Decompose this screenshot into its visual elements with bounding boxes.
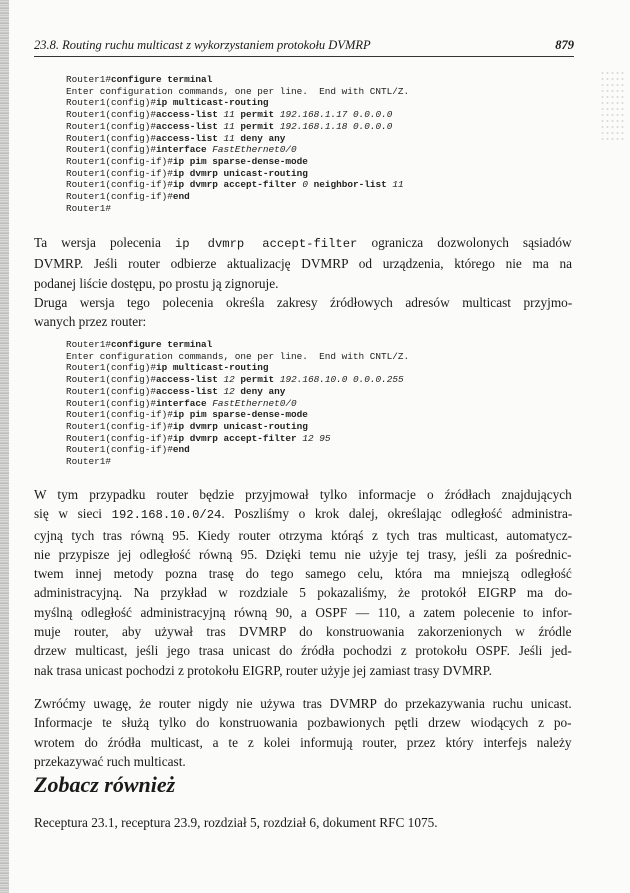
code-block-1	[66, 74, 409, 214]
text-line: Zwróćmy uwagę, że router nigdy nie używa tras DVMRP do przekazywania ruchu unicast.	[34, 696, 572, 711]
text-line: myślną odległość administracyjną równą 90, a OSPF — 110, a zatem polecenie to infor-	[34, 604, 573, 620]
code-line: Router1(config-if)#end	[66, 191, 190, 203]
code-line: Router1(config)#access-list 11 deny any	[66, 132, 286, 144]
code-line: Router1(config)#ip multicast-routing	[66, 362, 269, 374]
text-line: Informacje te służą tylko do konstruowania pozbawionych pętli drzew wiodących z po-	[34, 715, 572, 731]
code-line: Router1(config-if)#ip dvmrp unicast-routing	[66, 420, 308, 432]
code-line: Router1(config-if)#end	[66, 444, 190, 456]
code-line: Router1(config-if)#ip pim sparse-dense-mode	[66, 155, 308, 167]
code-line: Router1(config-if)#ip dvmrp accept-filter 12 95	[66, 432, 331, 444]
text-line: Ta wersja polecenia ip dvmrp accept-filter ogranicza dozwolonych sąsiadów	[34, 235, 572, 251]
text-line: się w sieci 192.168.10.0/24. Poszliśmy o krok dalej, określając odległość administra-	[34, 506, 573, 523]
section-heading: Zobacz również	[34, 772, 176, 797]
text-line: nie przypisze jej odległość równą 95. Dzięki temu nie użyje tej trasy, jeśli za pośrednic-	[34, 546, 572, 562]
text-line: przekazywać ruch multicast.	[34, 753, 186, 769]
paragraph-3	[34, 485, 572, 680]
text-line: Receptura 23.1, receptura 23.9, rozdział 5, rozdział 6, dokument RFC 1075.	[34, 815, 438, 830]
text-line: muje router, aby używał tras DVMRP do konstruowania zakorzenionych w źródle	[34, 624, 572, 640]
code-line: Router1(config)#interface FastEthernet0/0	[66, 144, 297, 156]
code-block-2	[66, 339, 409, 468]
text-line: podanej liście dostępu, po prostu ją zignoruje.	[34, 275, 279, 291]
text-line: nak trasa unicast pochodzi z protokołu EIGRP, router użyje jej zamiast trasy DVMRP.	[34, 662, 492, 678]
text-line: Druga wersja tego polecenia określa zakresy źródłowych adresów multicast przyjmo-	[34, 295, 573, 310]
text-line: W tym przypadku router będzie przyjmował tylko informacje o źródłach znajdujących	[34, 487, 572, 502]
text-line: drzew multicast, jeśli jego trasa unicast do źródła pochodzi z protokołu OSPF. Jeśli jed-	[34, 643, 572, 659]
page-number: 879	[555, 38, 574, 52]
code-line: Router1#	[66, 202, 112, 214]
code-line: Router1(config)#ip multicast-routing	[66, 97, 269, 109]
code-line: Router1#configure terminal	[66, 74, 213, 85]
paragraph-4	[34, 694, 572, 771]
text-line: wanych przez router:	[34, 314, 147, 330]
code-line: Router1(config)#interface FastEthernet0/0	[66, 397, 297, 409]
binding-edge	[0, 0, 9, 893]
code-line: Router1(config-if)#ip dvmrp accept-filter 0 neighbor-list 11	[66, 179, 404, 191]
paragraph-1	[34, 233, 572, 293]
text-line: administracyjną. Na przykład w rozdziale 5 pokazaliśmy, że protokół EIGRP ma do-	[34, 585, 573, 601]
code-line: Router1(config)#access-list 11 permit 192.168.1.18 0.0.0.0	[66, 120, 393, 132]
code-line: Router1(config)#access-list 11 permit 192.168.1.17 0.0.0.0	[66, 109, 393, 121]
code-line: Router1#configure terminal	[66, 339, 213, 350]
running-header	[34, 38, 574, 57]
code-line: Enter configuration commands, one per line. End with CNTL/Z.	[66, 350, 410, 362]
paragraph-5	[34, 813, 572, 832]
text-line: DVMRP. Jeśli router odbierze aktualizację DVMRP od urządzenia, którego nie ma na	[34, 256, 573, 272]
header-title: 23.8. Routing ruchu multicast z wykorzystaniem protokołu DVMRP	[34, 38, 371, 52]
code-line: Router1#	[66, 456, 112, 468]
paragraph-2	[34, 293, 572, 332]
text-line: cyjną tych tras równą 95. Kiedy router otrzyma którąś z tych tras multicast, automatycz-	[34, 527, 573, 543]
scan-speckle	[600, 70, 624, 140]
text-line: wrotem do źródła multicast, a te z kolei informują router, przez który interfejs należy	[34, 734, 572, 750]
code-line: Router1(config)#access-list 12 deny any	[66, 385, 286, 397]
code-line: Router1(config-if)#ip pim sparse-dense-mode	[66, 409, 308, 421]
code-line: Router1(config-if)#ip dvmrp unicast-routing	[66, 167, 308, 179]
code-line: Enter configuration commands, one per line. End with CNTL/Z.	[66, 85, 410, 97]
code-line: Router1(config)#access-list 12 permit 192.168.10.0 0.0.0.255	[66, 374, 404, 386]
text-line: twem innej metody pozna trasę do tego samego celu, która ma mniejszą odległość	[34, 566, 572, 582]
